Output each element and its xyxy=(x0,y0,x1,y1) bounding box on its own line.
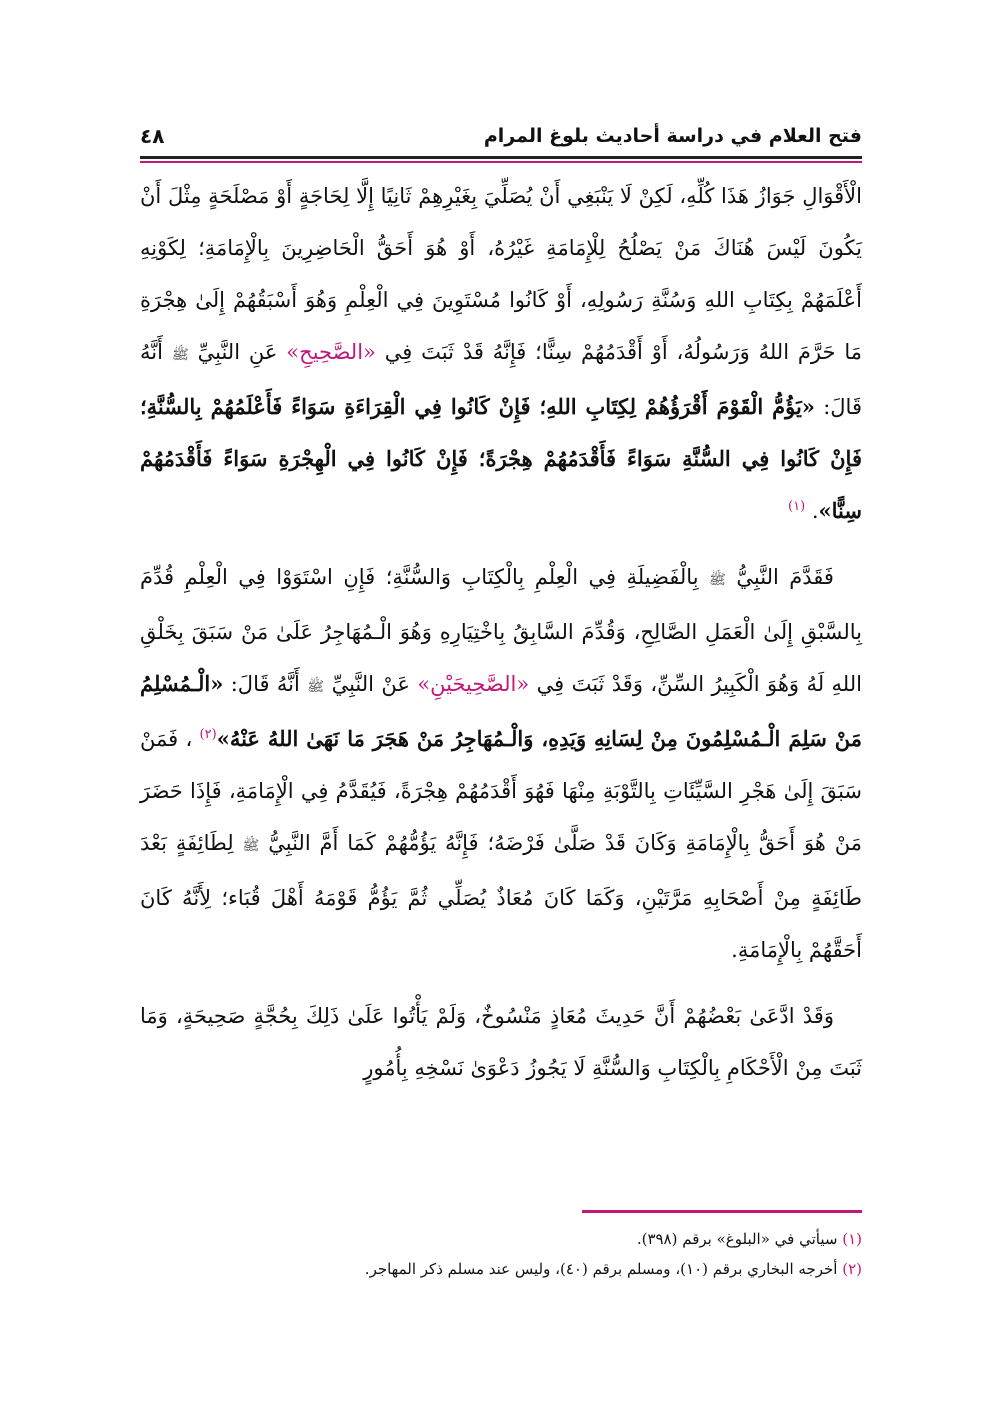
footnote-2 xyxy=(140,1254,862,1284)
footnote-divider xyxy=(582,1210,862,1213)
text-segment: . xyxy=(811,499,819,523)
text-segment: فَقَدَّمَ النَّبِيُّ xyxy=(736,565,834,589)
text-segment: عَنْ النَّبِيِّ xyxy=(331,672,410,696)
text-segment: لِطَائِفَةٍ بَعْدَ طَائِفَةٍ مِنْ أَصْحَابِهِ مَرَّتَيْنِ، وَكَمَا كَانَ مُعَاذٌ يُصَلِّي ثُمَّ يَؤُمُّ قَوْمَهُ أَهْلَ قُبَاء؛ لِأَنَّهُ كَانَ أَحَقَّهُمْ بِالْإِمَامَةِ. xyxy=(140,831,862,962)
book-title: فتح العلام في دراسة أحاديث بلوغ المرام xyxy=(483,125,862,147)
text-segment: الْأَقْوَالِ جَوَازُ هَذَا كُلِّهِ، لَكِنْ لَا يَنْبَغِي أَنْ يُصَلِّيَ بِغَيْرِهِمْ ثَانِيًا إِلَّا لِحَاجَةٍ أَوْ مَصْلَحَةٍ مِثْلَ أَنْ يَكُونَ لَيْسَ هُنَاكَ مَنْ يَصْلُحُ لِلْإِمَامَةِ غَيْرُهُ، أَوْ هُوَ أَحَقُّ الْحَاضِرِينَ بِالْإِمَامَةِ؛ لِكَوْنِهِ أَعْلَمَهُمْ بِكِتَابِ اللهِ وَسُنَّةِ رَسُولِهِ، أَوْ كَانُوا مُسْتَوِينَ فِي الْعِلْمِ وَهُوَ أَسْبَقُهُمْ إِلَىٰ هِجْرَةِ مَا حَرَّمَ اللهُ وَرَسُولُهُ، أَوْ أَقْدَمُهُمْ سِنًّا؛ فَإِنَّهُ قَدْ ثَبَتَ فِي xyxy=(140,184,862,364)
source-title: «الصَّحِيحَيْنِ» xyxy=(417,672,530,696)
paragraph-1 xyxy=(140,170,862,537)
footnote-ref-2[interactable]: (٢) xyxy=(199,727,217,742)
paragraph-3 xyxy=(140,990,862,1094)
text-segment: بِالْفَضِيلَةِ فِي الْعِلْمِ بِالْكِتَابِ وَالسُّنَّةِ؛ فَإِنِ اسْتَوَوْا فِي الْعِلْمِ قُدِّمَ بِالسَّبْقِ إِلَىٰ الْعَمَلِ الصَّالِحِ، وَقُدِّمَ السَّابِقُ بِاخْتِيَارِهِ وَهُوَ الْـمُهَاجِرُ عَلَىٰ مَنْ سَبَقَ بِخَلْقِ اللهِ لَهُ وَهُوَ الْكَبِيرُ السِّنِّ، وَقَدْ ثَبَتَ فِي xyxy=(140,565,862,696)
footnote-text: أخرجه البخاري برقم (١٠)، ومسلم برقم (٤٠)، وليس عند مسلم ذكر المهاجر. xyxy=(364,1260,838,1278)
text-segment: أَنَّهُ قَالَ: xyxy=(140,340,862,419)
text-segment: ، فَمَنْ سَبَقَ إِلَىٰ هَجْرِ السَّيِّئَاتِ بِالتَّوْبَةِ مِنْهَا فَهُوَ أَقْدَمُهُمْ هِجْرَةً، فَيُقَدَّمُ فِي الْإِمَامَةِ، فَإِذَا حَضَرَ مَنْ هُوَ أَحَقُّ بِالْإِمَامَةِ وَكَانَ قَدْ صَلَّىٰ فَرْضَهُ؛ فَإِنَّهُ يَؤُمُّهُمْ كَمَا أَمَّ النَّبِيُّ xyxy=(140,727,862,855)
footnotes xyxy=(140,1224,862,1284)
footnote-1 xyxy=(140,1224,862,1254)
main-text xyxy=(140,170,862,1094)
running-header xyxy=(140,118,862,154)
footnote-number: (١) xyxy=(842,1230,862,1248)
salla-glyph: ﷺ xyxy=(307,679,325,695)
salla-glyph: ﷺ xyxy=(242,838,260,854)
text-segment: أَنَّهُ قَالَ: xyxy=(230,672,300,696)
salla-glyph: ﷺ xyxy=(171,347,189,363)
paragraph-2 xyxy=(140,551,862,976)
text-segment: وَقَدْ ادَّعَىٰ بَعْضُهُمْ أَنَّ حَدِيثَ مُعَاذٍ مَنْسُوخٌ، وَلَمْ يَأْتُوا عَلَىٰ ذَلِكَ بِحُجَّةٍ صَحِيحَةٍ، وَمَا ثَبَتَ مِنْ الْأَحْكَامِ بِالْكِتَابِ وَالسُّنَّةِ لَا يَجُوزُ دَعْوَىٰ نَسْخِهِ بِأُمُورٍ xyxy=(140,1004,862,1080)
source-title: «الصَّحِيحِ» xyxy=(286,340,376,364)
header-divider xyxy=(140,156,862,159)
footnote-number: (٢) xyxy=(842,1260,862,1278)
salla-glyph: ﷺ xyxy=(709,572,726,588)
hadith-quote: «الْـمُسْلِمُ مَنْ سَلِمَ الْـمُسْلِمُونَ مِنْ لِسَانِهِ وَيَدِهِ، وَالْـمُهَاجِرُ مَنْ هَجَرَ مَا نَهَىٰ اللهُ عَنْهُ» xyxy=(140,671,862,751)
header-accent-divider xyxy=(140,161,862,163)
page-number: ٤٨ xyxy=(140,124,165,148)
footnote-ref-1[interactable]: (١) xyxy=(788,499,806,514)
footnote-text: سيأتي في «البلوغ» برقم (٣٩٨). xyxy=(636,1230,838,1248)
hadith-quote: «يَؤُمُّ الْقَوْمَ أَقْرَؤُهُمْ لِكِتَابِ اللهِ؛ فَإِنْ كَانُوا فِي الْقِرَاءَةِ سَوَاءً فَأَعْلَمُهُمْ بِالسُّنَّةِ؛ فَإِنْ كَانُوا فِي السُّنَّةِ سَوَاءً فَأَقْدَمُهُمْ هِجْرَةً؛ فَإِنْ كَانُوا فِي الْهِجْرَةِ سَوَاءً فَأَقْدَمُهُمْ سِنًّا» xyxy=(140,394,862,523)
text-segment: عَنِ النَّبِيِّ xyxy=(197,340,278,364)
